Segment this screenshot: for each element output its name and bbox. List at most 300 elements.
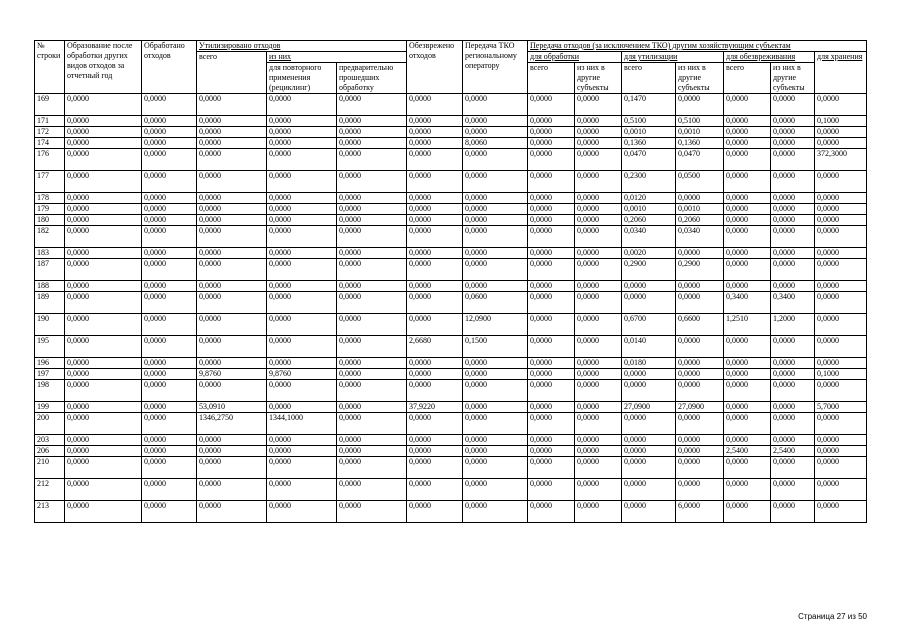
value-cell: 0,6600 (676, 314, 724, 336)
value-cell: 0,0000 (65, 435, 142, 446)
value-cell: 0,0000 (724, 149, 771, 171)
value-cell: 0,0000 (575, 193, 622, 204)
value-cell: 0,0000 (142, 435, 197, 446)
value-cell: 0,0000 (407, 446, 463, 457)
value-cell: 0,0000 (65, 413, 142, 435)
row-number-cell: 212 (35, 479, 65, 501)
value-cell: 6,0000 (676, 501, 724, 523)
value-cell: 0,0020 (622, 248, 676, 259)
value-cell: 0,0000 (407, 149, 463, 171)
value-cell: 0,0000 (337, 292, 407, 314)
table-row (35, 446, 867, 457)
value-cell: 0,0000 (463, 446, 528, 457)
row-number-cell: 189 (35, 292, 65, 314)
value-cell: 0,0000 (337, 402, 407, 413)
value-cell: 0,0000 (337, 138, 407, 149)
value-cell: 0,0000 (142, 116, 197, 127)
value-cell: 0,0000 (815, 281, 867, 292)
value-cell: 0,0000 (463, 501, 528, 523)
value-cell: 0,0000 (65, 94, 142, 116)
value-cell: 0,0000 (65, 336, 142, 358)
value-cell: 0,0000 (575, 358, 622, 369)
value-cell: 0,0000 (575, 292, 622, 314)
value-cell: 0,0000 (724, 226, 771, 248)
value-cell: 0,0000 (528, 292, 575, 314)
value-cell: 0,0000 (528, 380, 575, 402)
value-cell: 0,0000 (407, 457, 463, 479)
value-cell: 0,0000 (407, 138, 463, 149)
value-cell: 0,0000 (724, 94, 771, 116)
value-cell: 0,0000 (463, 94, 528, 116)
value-cell: 0,0000 (197, 226, 267, 248)
value-cell: 5,7000 (815, 402, 867, 413)
value-cell: 0,0000 (337, 435, 407, 446)
row-number-cell: 203 (35, 435, 65, 446)
value-cell: 0,0000 (724, 457, 771, 479)
value-cell: 0,1360 (622, 138, 676, 149)
value-cell: 0,0000 (337, 446, 407, 457)
value-cell: 0,0000 (622, 413, 676, 435)
value-cell: 0,2300 (622, 171, 676, 193)
value-cell: 0,0000 (815, 336, 867, 358)
value-cell: 0,0000 (337, 413, 407, 435)
value-cell: 0,0000 (771, 248, 815, 259)
value-cell: 0,0000 (463, 435, 528, 446)
value-cell: 0,0000 (622, 446, 676, 457)
value-cell: 0,0000 (407, 501, 463, 523)
value-cell: 0,0000 (676, 292, 724, 314)
value-cell: 8,0060 (463, 138, 528, 149)
table-row (35, 215, 867, 226)
value-cell: 0,0000 (142, 402, 197, 413)
value-cell: 0,0000 (65, 369, 142, 380)
value-cell: 0,0000 (337, 116, 407, 127)
header-utilized-reuse: для повторного применения (рециклинг) (267, 63, 337, 94)
value-cell: 0,0000 (815, 259, 867, 281)
value-cell: 0,0000 (575, 369, 622, 380)
row-number-cell: 200 (35, 413, 65, 435)
value-cell: 0,1500 (463, 336, 528, 358)
value-cell: 0,0000 (815, 501, 867, 523)
value-cell: 0,0000 (267, 259, 337, 281)
value-cell: 0,2900 (622, 259, 676, 281)
value-cell: 0,0000 (197, 149, 267, 171)
value-cell: 0,0000 (815, 138, 867, 149)
value-cell: 0,0000 (267, 215, 337, 226)
value-cell: 0,0000 (575, 446, 622, 457)
value-cell: 0,0000 (65, 457, 142, 479)
value-cell: 0,0000 (142, 281, 197, 292)
value-cell: 0,0000 (407, 94, 463, 116)
value-cell: 0,0000 (197, 314, 267, 336)
value-cell: 0,0000 (815, 380, 867, 402)
value-cell: 0,0000 (771, 215, 815, 226)
value-cell: 0,0000 (463, 413, 528, 435)
row-number-cell: 187 (35, 259, 65, 281)
row-number-cell: 198 (35, 380, 65, 402)
value-cell: 0,0000 (771, 413, 815, 435)
value-cell: 0,0000 (65, 248, 142, 259)
header-for-neutralization: для обезвреживания (724, 52, 815, 63)
value-cell: 0,0000 (724, 501, 771, 523)
value-cell: 0,0000 (267, 193, 337, 204)
value-cell: 0,0000 (622, 479, 676, 501)
value-cell: 0,0000 (142, 446, 197, 457)
value-cell: 0,0000 (337, 149, 407, 171)
value-cell: 0,0000 (337, 281, 407, 292)
value-cell: 0,0000 (197, 94, 267, 116)
value-cell: 0,0000 (337, 369, 407, 380)
value-cell: 0,0000 (267, 171, 337, 193)
value-cell: 0,0000 (142, 226, 197, 248)
value-cell: 0,0000 (724, 138, 771, 149)
value-cell: 0,0000 (575, 281, 622, 292)
value-cell: 1,2510 (724, 314, 771, 336)
value-cell: 0,0000 (407, 204, 463, 215)
value-cell: 0,0000 (197, 248, 267, 259)
value-cell: 0,0000 (528, 336, 575, 358)
value-cell: 0,0000 (528, 226, 575, 248)
value-cell: 0,0000 (407, 479, 463, 501)
value-cell: 0,0000 (407, 171, 463, 193)
value-cell: 0,0000 (197, 138, 267, 149)
table-row (35, 501, 867, 523)
value-cell: 0,0000 (771, 204, 815, 215)
value-cell: 0,0000 (528, 248, 575, 259)
value-cell: 0,0000 (528, 358, 575, 369)
value-cell: 0,0000 (622, 457, 676, 479)
row-number-cell: 174 (35, 138, 65, 149)
value-cell: 0,0000 (267, 116, 337, 127)
value-cell: 0,0000 (724, 171, 771, 193)
value-cell: 0,0000 (771, 138, 815, 149)
value-cell: 0,0000 (676, 94, 724, 116)
value-cell: 0,0000 (197, 116, 267, 127)
value-cell: 372,3000 (815, 149, 867, 171)
header-neutralization-other: из них в другие субъекты (771, 63, 815, 94)
value-cell: 0,0000 (197, 380, 267, 402)
value-cell: 0,0000 (65, 193, 142, 204)
value-cell: 0,0000 (65, 127, 142, 138)
value-cell: 0,0000 (267, 281, 337, 292)
value-cell: 0,0000 (815, 457, 867, 479)
value-cell: 0,0000 (142, 215, 197, 226)
value-cell: 0,0000 (815, 479, 867, 501)
value-cell: 0,0000 (463, 171, 528, 193)
value-cell: 0,0000 (676, 281, 724, 292)
value-cell: 0,0000 (142, 193, 197, 204)
value-cell: 0,0000 (771, 457, 815, 479)
value-cell: 0,0000 (622, 501, 676, 523)
value-cell: 0,0470 (622, 149, 676, 171)
value-cell: 0,0000 (724, 402, 771, 413)
value-cell: 0,2060 (622, 215, 676, 226)
row-number-cell: 213 (35, 501, 65, 523)
row-number-cell: 180 (35, 215, 65, 226)
value-cell: 0,0000 (463, 193, 528, 204)
value-cell: 0,0000 (575, 479, 622, 501)
value-cell: 0,0000 (575, 413, 622, 435)
value-cell: 0,0000 (267, 149, 337, 171)
value-cell: 0,0010 (622, 204, 676, 215)
value-cell: 0,0000 (65, 138, 142, 149)
value-cell: 0,0000 (337, 501, 407, 523)
value-cell: 0,5100 (676, 116, 724, 127)
value-cell: 0,0000 (197, 204, 267, 215)
value-cell: 0,0000 (676, 248, 724, 259)
value-cell: 0,2900 (676, 259, 724, 281)
value-cell: 0,0000 (771, 94, 815, 116)
value-cell: 0,0000 (197, 292, 267, 314)
value-cell: 0,0000 (463, 358, 528, 369)
value-cell: 53,0910 (197, 402, 267, 413)
value-cell: 0,0000 (463, 204, 528, 215)
value-cell: 0,0000 (771, 402, 815, 413)
header-utilized-preprocessed: предварительно прошедших обработку (337, 63, 407, 94)
value-cell: 0,0000 (724, 127, 771, 138)
value-cell: 0,0000 (65, 116, 142, 127)
value-cell: 0,0000 (65, 149, 142, 171)
value-cell: 0,0000 (528, 94, 575, 116)
table-row (35, 193, 867, 204)
value-cell: 0,0000 (771, 369, 815, 380)
value-cell: 0,0000 (267, 226, 337, 248)
value-cell: 0,0000 (724, 358, 771, 369)
table-body (35, 94, 867, 523)
row-number-cell: 182 (35, 226, 65, 248)
row-number-cell: 176 (35, 149, 65, 171)
value-cell: 0,0500 (676, 171, 724, 193)
value-cell: 0,3400 (771, 292, 815, 314)
value-cell: 0,0000 (676, 380, 724, 402)
value-cell: 0,0000 (337, 457, 407, 479)
value-cell: 0,0000 (463, 457, 528, 479)
value-cell: 0,0000 (267, 292, 337, 314)
value-cell: 0,6700 (622, 314, 676, 336)
value-cell: 0,0000 (65, 380, 142, 402)
value-cell: 0,0010 (676, 127, 724, 138)
value-cell: 0,3400 (724, 292, 771, 314)
value-cell: 0,0000 (528, 501, 575, 523)
value-cell: 0,0000 (197, 193, 267, 204)
value-cell: 0,0000 (142, 248, 197, 259)
value-cell: 0,0000 (463, 226, 528, 248)
value-cell: 0,0000 (815, 314, 867, 336)
value-cell: 0,0000 (528, 171, 575, 193)
value-cell: 0,0000 (528, 193, 575, 204)
value-cell: 0,0000 (724, 116, 771, 127)
value-cell: 0,1470 (622, 94, 676, 116)
value-cell: 0,0000 (337, 380, 407, 402)
value-cell: 0,0000 (65, 226, 142, 248)
value-cell: 0,0000 (267, 248, 337, 259)
value-cell: 0,0000 (407, 380, 463, 402)
table-row (35, 171, 867, 193)
header-processing-other: из них в другие субъекты (575, 63, 622, 94)
value-cell: 0,0000 (142, 479, 197, 501)
value-cell: 0,0000 (197, 259, 267, 281)
value-cell: 0,0000 (65, 402, 142, 413)
value-cell: 0,0000 (575, 314, 622, 336)
value-cell: 0,0000 (337, 336, 407, 358)
value-cell: 0,0000 (771, 171, 815, 193)
value-cell: 0,0000 (142, 380, 197, 402)
value-cell: 0,0000 (142, 149, 197, 171)
value-cell: 0,0000 (622, 369, 676, 380)
value-cell: 0,0000 (463, 369, 528, 380)
value-cell: 0,0000 (142, 127, 197, 138)
header-utilization-other: из них в другие субъекты (676, 63, 724, 94)
value-cell: 0,0000 (267, 127, 337, 138)
value-cell: 0,0000 (267, 479, 337, 501)
value-cell: 0,0340 (676, 226, 724, 248)
table-row (35, 226, 867, 248)
value-cell: 0,0000 (463, 479, 528, 501)
value-cell: 0,0000 (407, 413, 463, 435)
value-cell: 0,0000 (528, 204, 575, 215)
value-cell: 0,0000 (676, 457, 724, 479)
value-cell: 0,0600 (463, 292, 528, 314)
value-cell: 0,0000 (676, 435, 724, 446)
value-cell: 0,0000 (463, 127, 528, 138)
value-cell: 0,0000 (407, 127, 463, 138)
value-cell: 0,5100 (622, 116, 676, 127)
page-number: Страница 27 из 50 (798, 612, 867, 621)
value-cell: 0,0000 (337, 193, 407, 204)
table-row (35, 314, 867, 336)
value-cell: 0,0000 (815, 446, 867, 457)
value-cell: 12,0900 (463, 314, 528, 336)
value-cell: 0,0000 (528, 259, 575, 281)
value-cell: 0,0000 (575, 435, 622, 446)
value-cell: 0,0000 (407, 369, 463, 380)
value-cell: 0,0000 (575, 402, 622, 413)
value-cell: 0,0000 (771, 116, 815, 127)
header-utilized-total: всего (197, 52, 267, 94)
value-cell: 0,0000 (65, 314, 142, 336)
value-cell: 0,0000 (676, 413, 724, 435)
row-number-cell: 190 (35, 314, 65, 336)
value-cell: 0,0000 (267, 380, 337, 402)
value-cell: 0,0000 (724, 281, 771, 292)
row-number-cell: 196 (35, 358, 65, 369)
value-cell: 0,0000 (267, 94, 337, 116)
header-utilization-total: всего (622, 63, 676, 94)
value-cell: 0,0000 (771, 281, 815, 292)
value-cell: 0,0000 (528, 314, 575, 336)
value-cell: 0,0000 (337, 226, 407, 248)
value-cell: 0,0340 (622, 226, 676, 248)
value-cell: 0,0000 (528, 413, 575, 435)
value-cell: 0,0000 (815, 435, 867, 446)
value-cell: 0,0000 (815, 358, 867, 369)
value-cell: 0,0000 (622, 281, 676, 292)
row-number-cell: 178 (35, 193, 65, 204)
value-cell: 0,0000 (815, 204, 867, 215)
header-for-utilization: для утилизации (622, 52, 724, 63)
value-cell: 0,0000 (142, 204, 197, 215)
value-cell: 0,0000 (724, 435, 771, 446)
value-cell: 0,0000 (815, 413, 867, 435)
value-cell: 0,1360 (676, 138, 724, 149)
value-cell: 0,0000 (575, 204, 622, 215)
value-cell: 0,0000 (407, 193, 463, 204)
value-cell: 0,0000 (528, 215, 575, 226)
value-cell: 0,0000 (197, 215, 267, 226)
value-cell: 9,8760 (197, 369, 267, 380)
value-cell: 0,0000 (771, 226, 815, 248)
value-cell: 0,0000 (463, 281, 528, 292)
value-cell: 0,0000 (337, 259, 407, 281)
row-number-cell: 188 (35, 281, 65, 292)
value-cell: 37,9220 (407, 402, 463, 413)
value-cell: 27,0900 (622, 402, 676, 413)
value-cell: 0,0000 (622, 435, 676, 446)
value-cell: 1346,2750 (197, 413, 267, 435)
value-cell: 0,0000 (407, 226, 463, 248)
value-cell: 0,0000 (197, 435, 267, 446)
value-cell: 0,2060 (676, 215, 724, 226)
value-cell: 0,0000 (815, 292, 867, 314)
table-row (35, 457, 867, 479)
value-cell: 0,0000 (267, 501, 337, 523)
header-processing-total: всего (528, 63, 575, 94)
value-cell: 0,0000 (197, 358, 267, 369)
value-cell: 2,5400 (771, 446, 815, 457)
value-cell: 0,0000 (815, 193, 867, 204)
value-cell: 0,0000 (676, 446, 724, 457)
row-number-cell: 183 (35, 248, 65, 259)
value-cell: 0,0000 (197, 479, 267, 501)
value-cell: 0,0000 (463, 215, 528, 226)
value-cell: 0,0000 (337, 479, 407, 501)
value-cell: 0,0000 (407, 281, 463, 292)
table-row (35, 94, 867, 116)
value-cell: 0,0000 (676, 479, 724, 501)
value-cell: 0,0000 (65, 281, 142, 292)
table-row (35, 138, 867, 149)
value-cell: 0,0000 (65, 358, 142, 369)
value-cell: 0,0000 (815, 215, 867, 226)
value-cell: 0,0000 (65, 204, 142, 215)
value-cell: 0,0000 (142, 413, 197, 435)
value-cell: 0,1000 (815, 116, 867, 127)
value-cell: 0,0000 (676, 358, 724, 369)
header-utilized-of-which: из них (267, 52, 407, 63)
header-transfer: Передача отходов (за исключением ТКО) другим хозяйствующим субъектам (528, 41, 867, 52)
value-cell: 0,0000 (528, 446, 575, 457)
value-cell: 0,0470 (676, 149, 724, 171)
value-cell: 0,0000 (197, 281, 267, 292)
value-cell: 0,0000 (463, 149, 528, 171)
value-cell: 0,0000 (197, 336, 267, 358)
value-cell: 0,0000 (267, 402, 337, 413)
value-cell: 0,0000 (337, 215, 407, 226)
table-row (35, 479, 867, 501)
value-cell: 0,0010 (676, 204, 724, 215)
value-cell: 27,0900 (676, 402, 724, 413)
value-cell: 0,0000 (267, 435, 337, 446)
value-cell: 0,0000 (407, 116, 463, 127)
header-tko: Передача ТКО региональному оператору (463, 41, 528, 94)
value-cell: 0,0000 (267, 138, 337, 149)
table-row (35, 358, 867, 369)
value-cell: 0,0000 (528, 116, 575, 127)
value-cell: 0,0000 (575, 127, 622, 138)
header-for-storage: для хранения (815, 52, 867, 94)
value-cell: 0,0000 (815, 94, 867, 116)
value-cell: 0,0180 (622, 358, 676, 369)
